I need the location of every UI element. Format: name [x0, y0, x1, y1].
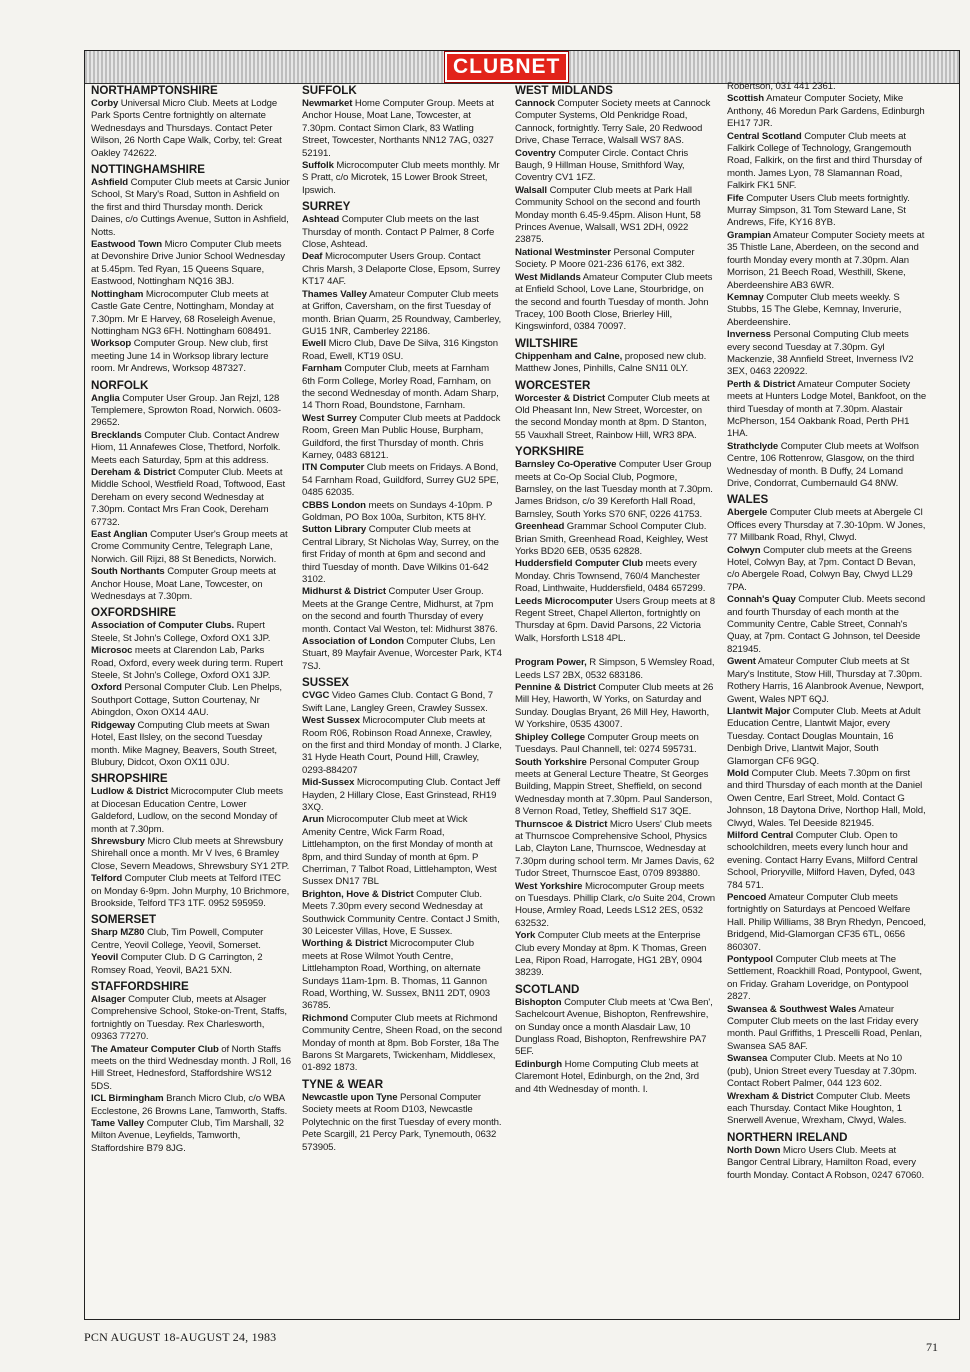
region-heading: STAFFORDSHIRE: [91, 980, 189, 993]
club-name: York: [515, 930, 536, 942]
club-name: South Northants: [91, 566, 165, 578]
region-heading: WEST MIDLANDS: [515, 84, 613, 97]
club-details: Club meets on Fridays. A Bond, 54 Farnham Road, Guildford, Surrey GU2 5PE, 0485 62035.: [302, 462, 499, 499]
region-heading: WALES: [727, 493, 769, 507]
club-details: Computer Club. D G Carrington, 2 Romsey Road, Yeovil, BA21 5XN.: [91, 952, 263, 976]
club-name: CBBS London: [302, 499, 366, 511]
club-details: Computer Club meets at Park Hall Community School on the second and fourth Monday month 6.45-9.45pm. Alison Hunt, 58 Princes Avenue, Walsall, WS1 2DH, 0922 23875.: [515, 184, 701, 246]
club-details: Universal Micro Club. Meets at Lodge Park Sports Centre fortnightly on alternate Wednesdays and Thursdays. Contact Peter Wilson, 26 North Cape Walk, Corby, tel: Great Oakley 742622.: [91, 98, 282, 159]
club-details: Computer Group meets on Tuesdays. Paul Channell, tel: 0274 595731.: [515, 731, 699, 756]
club-name: Corby: [91, 98, 119, 109]
club-entry: [91, 1093, 291, 1118]
club-entry: [727, 706, 927, 768]
club-name: Wrexham & District: [727, 1090, 814, 1102]
club-name: Program Power,: [515, 657, 587, 669]
club-details: Microcomputer Club meets monthly. Mr S Pratt, c/o Microtek, 15 Lower Brook Street, Ipswich.: [302, 160, 500, 196]
section-title: CLUBNET: [445, 52, 568, 82]
club-entry: [727, 1145, 927, 1182]
club-name: Cannock: [515, 98, 555, 109]
club-entry: [302, 413, 502, 463]
club-details: Amateur Computer Club meets at St Mary's Institute, Stow Hill, Thursday at 7.30pm. Rothery Harris, 16 Alanbrook Avenue, Newport, Gwent, Wales NPT 6QJ.: [727, 656, 924, 705]
club-details: Computer Club, meets at Alsager Comprehensive School, Stoke-on-Trent, Staffs, fortnightly on Tuesday. Rex Charlesworth, 09363 77270.: [91, 994, 287, 1043]
club-details: Computer Club. Meets 7.30pm on first and third Thursday of each month at the Daniel Owen Centre, Earl Street, Mold. Contact G Johnson, 18 Daytona Drive, Northop Hall, Mold, Clwyd, Wales. Tel Deeside 821945.: [727, 767, 926, 829]
club-details: Computer Users Club meets fortnightly. Murray Simpson, 31 Tom Steward Lane, St Andrews, Fife, KY16 8YB.: [727, 192, 910, 229]
club-details: Amateur Computer Club meets at Enfield School, Love Lane, Stourbridge, on the second and fourth Tuesday of month. John Tracey, 100 Booth Close, Brierley Hill, Kingswinford, 0384 70097.: [515, 271, 713, 333]
club-entry: [515, 930, 715, 980]
club-name: Sutton Library: [302, 524, 367, 536]
club-entry: [515, 247, 715, 272]
region-heading: SUSSEX: [302, 676, 350, 690]
club-entry: [515, 757, 715, 819]
region-heading: SURREY: [302, 200, 351, 214]
club-entry: [91, 467, 291, 529]
section-banner: [85, 51, 959, 84]
club-details: Microcomputer Users Group. Contact Chris Marsh, 3 Delaporte Close, Epsom, Surrey KT17 4AF.: [302, 251, 501, 288]
club-details: meets at Clarendon Lab, Parks Road, Oxford, every week during term. Rupert Steele, St John's College, Oxford OX1 3JP.: [91, 645, 283, 682]
club-name: Alsager: [91, 994, 126, 1005]
club-entry: [727, 1053, 927, 1090]
club-name: Newcastle upon Tyne: [302, 1091, 398, 1103]
region-heading: NOTTINGHAMSHIRE: [91, 163, 206, 177]
club-name: Ashtead: [302, 214, 340, 226]
club-details: Personal Computer Society meets at Room D103, Newcastle Polytechnic on the first Tuesday of every month. Pete Scargill, 21 Percy Park, Tynemouth, 0632 573905.: [302, 1091, 502, 1153]
club-name: Worcester & District: [515, 392, 606, 404]
club-entry: [91, 177, 291, 239]
club-name: CVGC: [302, 690, 330, 702]
column-3: [515, 81, 715, 1317]
club-name: Microsoc: [91, 645, 133, 657]
club-name: Edinburgh: [515, 1058, 563, 1070]
club-name: Association of Computer Clubs.: [91, 620, 235, 632]
club-details: Micro Club, Dave De Silva, 316 Kingston Road, Ewell, KT19 0SU.: [302, 338, 498, 362]
club-entry: [727, 1004, 927, 1054]
club-name: Swansea & Southwest Wales: [727, 1003, 857, 1015]
club-name: Dereham & District: [91, 466, 176, 478]
club-name: Ewell: [302, 338, 327, 350]
club-name: Chippenham and Calne,: [515, 350, 623, 362]
club-details: Computer Group. New club, first meeting June 14 in Worksop library lecture room. Mr Andrews, Worksop 487327.: [91, 338, 269, 375]
club-details: Microcomputer Group meets on Tuesdays. Phillip Clark, c/o Suite 204, Crown House, Armley Road, Leeds LS12 2ES, 0532 632532.: [515, 880, 715, 929]
listings: [91, 81, 955, 1317]
club-entry: [515, 98, 715, 148]
region-heading: NORTHERN IRELAND: [727, 1130, 848, 1144]
club-entry: [91, 430, 291, 467]
club-details: Microcomputer Club meets at Castle Gate Centre, Nottingham, Monday at 7.30pm. Mr E Harvey, 68 Roseleigh Avenue, Nottingham NG3 6FH. Nottingham 608491.: [91, 288, 276, 337]
club-details: Computer Club. Contact Andrew Hiom, 11 Annafewes Close, Thetford, Norfolk. Meets each Saturday, 5pm at this address.: [91, 429, 281, 466]
region-heading: SHROPSHIRE: [91, 772, 168, 786]
club-entry: [91, 98, 291, 160]
club-name: Brecklands: [91, 429, 142, 441]
club-entry: [727, 594, 927, 656]
club-name: Mold: [727, 767, 749, 779]
club-details: Home Computer Group. Meets at Anchor House, Moat Lane, Towcester, at 7.30pm. Contact Simon Clark, 83 Watling Street, Towcester, Northants NN12 7AG, 0327 52191.: [302, 98, 494, 159]
club-entry: [727, 954, 927, 1004]
club-entry: [91, 620, 291, 645]
club-name: Walsall: [515, 184, 548, 196]
club-name: Worksop: [91, 338, 132, 350]
club-details: Club, Tim Powell, Computer Centre, Yeovil College, Yeovil, Somerset.: [91, 927, 264, 951]
club-name: Tame Valley: [91, 1118, 145, 1130]
club-name: Newmarket: [302, 98, 353, 109]
club-name: Mid-Sussex: [302, 777, 355, 789]
club-name: Sharp MZ80: [91, 927, 145, 939]
club-details: Computer Group meets at Anchor House, Moat Lane, Towcester, on Wednesdays at 7.30pm.: [91, 566, 276, 603]
club-name: Strathclyde: [727, 440, 779, 452]
club-name: Worthing & District: [302, 938, 388, 950]
club-details: Computer User Group. Meets at the Grange Centre, Midhurst, at 7pm on the second and fourth Thursday of every month. Contact Val Weston, tel: Midhurst 3876.: [302, 586, 498, 635]
club-name: Ridgeway: [91, 719, 135, 731]
club-entry: [91, 952, 291, 977]
club-details: proposed new club. Matthew Jones, Pinhills, Calne SN11 0LY.: [515, 350, 707, 375]
club-entry: [91, 682, 291, 719]
club-details: Amateur Computer Club meets on the last Friday every month. Paul Griffiths, 1 Prescelli Road, Penlan, Swansea SA5 8AF.: [727, 1003, 922, 1052]
club-entry: [302, 938, 502, 1012]
club-entry: [727, 441, 927, 491]
club-details: Computer club meets at the Greens Hotel, Colwyn Bay, at 7pm. Contact D Bevan, c/o Abergele Road, Colwyn Bay, Clwyd LL29 7PA.: [727, 544, 916, 593]
club-details: Computer User's Group meets at Crome Community Centre, Telegraph Lane, Norwich. Gill Rijzi, 88 St Benedicts, Norwich.: [91, 529, 288, 565]
club-name: Thurnscoe & District: [515, 818, 608, 830]
club-details: Computer Club meets at 26 Mill Hey, Haworth, W Yorks, on Saturday and Sunday. Douglas Bryant, 26 Mill Hey, Haworth, W Yorkshire, 0535 43007.: [515, 682, 714, 731]
club-entry: [302, 690, 502, 715]
club-name: Ludlow & District: [91, 786, 169, 798]
club-details: Branch Micro Club, c/o WBA Ecclestone, 26 Browns Lane, Tamworth, Staffs.: [91, 1093, 288, 1117]
club-details: Computer Club. Meets 7.30pm every second Wednesday at Southwick Community Centre. Contact J Smith, 30 Leicester Villas, Hove, E Sussex.: [302, 888, 500, 937]
club-name: Eastwood Town: [91, 239, 163, 251]
club-entry: [302, 251, 502, 288]
club-entry: [515, 185, 715, 247]
club-entry: [302, 500, 502, 525]
club-entry: [515, 272, 715, 334]
club-details: Computing Club meets at Swan Hotel, East Ilsley, on the second Tuesday month. Mike Magney, Beavers, South Street, Blubury, Didcot, Oxon OX11 0JU.: [91, 719, 277, 768]
club-details: R Simpson, 5 Wemsley Road, Leeds LS7 2BX, 0532 683186.: [515, 657, 715, 681]
club-entry: [727, 379, 927, 441]
club-entry: [727, 131, 927, 193]
club-entry: [515, 1059, 715, 1096]
club-details: Rupert Steele, St John's College, Oxford OX1 3JP.: [91, 620, 271, 644]
region-heading: WORCESTER: [515, 378, 591, 392]
club-name: The Amateur Computer Club: [91, 1043, 219, 1055]
club-name: Leeds Microcomputer: [515, 595, 613, 607]
club-name: West Yorkshire: [515, 880, 583, 892]
club-details: Microcomputing Club. Contact Jeff Hayden, 2 Hillary Close, East Grinstead, RH19 3XQ.: [302, 777, 501, 813]
club-details: Amateur Computer Society meets at 35 Thistle Lane, Aberdeen, on the second and fourth Monday every month at 7.30pm. Alan Morrison, 21 Beech Road, Westhill, Skene, Aberdeenshire AB3 6WR.: [727, 229, 925, 291]
club-details: Computer Clubs, Len Stuart, 89 Mayfair Avenue, Worcester Park, KT4 7SJ.: [302, 636, 502, 672]
club-details: of North Staffs meets on the third Wednesday month. J Roll, 16 Hill Street, Hednesford, Staffordshire WS12 5DS.: [91, 1043, 291, 1092]
club-entry: [727, 768, 927, 830]
club-entry: [302, 715, 502, 777]
club-entry: [727, 830, 927, 892]
club-entry: [91, 529, 291, 566]
club-entry: [91, 566, 291, 603]
club-name: Inverness: [727, 329, 771, 341]
club-details: Micro Users' Club meets at Thurnscoe Comprehensive School, Physics Lab, Clayton Lane, Thurnscoe, Wednesday at 7.30pm during school term. Mr James Davis, 62 Tudor Street, Thurnscoe East, 0709 893880.: [515, 818, 715, 880]
club-entry: [91, 994, 291, 1044]
club-entry: [302, 462, 502, 499]
club-name: Kemnay: [727, 291, 764, 303]
club-details: Computer Club meets at The Settlement, Roackhill Road, Pontypool, Gwent, on Friday. Graham Loveridge, on Pontypool 2827.: [727, 954, 922, 1003]
club-details: Amateur Computer Club meets fortnightly on Saturdays at Pencoed Welfare Hall. Philip Williams, 38 Bryn Rhedyn, Pencoed, Bridgend, Mid-Glamorgan CF35 6TL, 0656 860307.: [727, 892, 926, 953]
club-entry: [515, 732, 715, 757]
club-name: Telford: [91, 873, 123, 885]
club-details: Video Games Club. Contact G Bond, 7 Swift Lane, Langley Green, Crawley Sussex.: [302, 690, 494, 714]
club-entry: [91, 239, 291, 289]
club-name: East Anglian: [91, 529, 148, 540]
club-name: Connah's Quay: [727, 594, 796, 606]
club-details: Computer Club meets at Wolfson Centre, 106 Rottenrow, Glasgow, on the third Wednesday of month. B Duffy, 24 Lomand Drive, Condorrat, Cumbernauld G4 8NW.: [727, 440, 919, 489]
club-entry: [91, 645, 291, 682]
club-entry: [302, 636, 502, 673]
club-entry: [302, 338, 502, 363]
club-entry: [515, 393, 715, 443]
region-heading: SCOTLAND: [515, 982, 580, 996]
club-name: Greenhead: [515, 521, 565, 533]
region-heading: SUFFOLK: [302, 84, 357, 97]
club-entry: [302, 289, 502, 339]
club-name: Pennine & District: [515, 682, 596, 694]
club-entry: [727, 656, 927, 706]
region-heading: TYNE & WEAR: [302, 1077, 384, 1091]
club-name: Deaf: [302, 251, 323, 263]
club-entry: [91, 720, 291, 770]
club-entry: [302, 586, 502, 636]
club-details: Computer Club meets at 'Cwa Ben', Sachelcourt Avenue, Bishopton, Renfrewshire, on Sunday once a month Alasdair Law, 10 Dunglass Road, Bishopton, Renfrewshire PA7 5EF.: [515, 996, 713, 1058]
club-entry: [91, 289, 291, 339]
club-name: Bishopton: [515, 996, 562, 1008]
club-details: Computer User Group meets at Co-Op Social Club, Pogmore, Barnsley, on the last Tuesday month at 7.30pm. James Bridson, c/o 39 Kereforth Hall Road, Barnsley, South Yorks S70 6NF, 0226 41753.: [515, 459, 713, 520]
club-entry: [515, 997, 715, 1059]
club-name: Pencoed: [727, 892, 767, 903]
club-details: Grammar School Computer Club. Brian Smith, Greenhead Road, Keighley, West Yorks BD20 6EB, 0535 62828.: [515, 521, 708, 557]
club-name: ITN Computer: [302, 462, 365, 474]
club-entry: [727, 545, 927, 595]
club-details: Computer Club meets on the last Thursday of month. Contact P Palmer, 8 Corfe Close, Ashtead.: [302, 214, 495, 251]
club-name: Colwyn: [727, 544, 761, 556]
club-details: Computer Club meets at Carsic Junior School, St Mary's Road, Sutton in Ashfield on the first and third Thursday month. Derick Daines, c/o Cuttings Avenue, Sutton in Ashfield, Notts.: [91, 177, 290, 238]
club-entry: [515, 558, 715, 595]
club-details: Home Computing Club meets at Claremont Hotel, Edinburgh, on the 2nd, 3rd and 4th Wednesday of month. I.: [515, 1058, 699, 1095]
region-heading: SOMERSET: [91, 913, 157, 927]
club-details: Computer Club meets weekly. S Stubbs, 15 The Glebe, Kemnay, Inverurie, Aberdeenshire.: [727, 291, 902, 328]
club-details: Personal Computer Society. P Moore 021-236 6176, ext 382.: [515, 246, 695, 271]
club-details: meets every Monday. Chris Townsend, 760/4 Manchester Road, Linthwaite, Huddersfield, 0484 657299.: [515, 558, 706, 595]
club-details: Computer Club. Open to schoolchildren, meets every lunch hour and evening. Contact Harry Evans, Milford Central School, Prioryville, Milford Haven, Dyfed, 043 784 571.: [727, 829, 918, 891]
club-details: Computer Club meets at Falkirk College of Technology, Grangemouth Road, Falkirk, on the first and third Thursday of month. James Lyon, 78 Slamannan Road, Falkirk FK1 5NF.: [727, 130, 922, 192]
club-details: Computer Club meets at Central Library, St Nicholas Way, Surrey, on the first Friday of month at 6pm and second and third Tuesday of month. Dave Wilkins 01-642 3102.: [302, 524, 499, 586]
club-entry: [91, 1118, 291, 1155]
club-details: Computer Club. Meets each Thursday. Contact Mike Houghton, 1 Snerwell Avenue, Wrexham, Clwyd, Wales.: [727, 1090, 911, 1127]
column-4: [727, 81, 927, 1317]
club-name: Richmond: [302, 1012, 349, 1024]
club-details: Robertson, 031 441 2361.: [727, 81, 836, 92]
region-heading: OXFORDSHIRE: [91, 606, 177, 620]
club-entry: [91, 338, 291, 375]
club-entry: [727, 93, 927, 130]
club-name: Thames Valley: [302, 288, 367, 300]
club-name: Farnham: [302, 363, 342, 375]
club-entry: [515, 596, 715, 646]
club-name: Gwent: [727, 656, 756, 668]
club-details: Computer User Group. Jan Rejzl, 128 Templemere, Sprowton Road, Norwich. 0603-29652.: [91, 392, 281, 429]
club-entry: [727, 230, 927, 292]
club-details: Micro Computer Club meets at Devonshire Drive Junior School Wednesday at 5.45pm. Ted Ryan, 15 Queens Square, Eastwood, Nottingham NQ16 3BJ.: [91, 239, 285, 288]
club-entry: [302, 777, 502, 814]
club-details: Computer Club meets at Paddock Room, Green Man Public House, Burpham, Guildford, the first Thursday of month. Chris Karney, 0483 68121.: [302, 412, 501, 461]
region-heading: NORTHAMPTONSHIRE: [91, 84, 218, 97]
club-entry: [727, 507, 927, 544]
club-name: Yeovil: [91, 952, 119, 964]
club-entry: [727, 81, 927, 93]
club-entry: [91, 1044, 291, 1094]
club-entry: [515, 351, 715, 376]
club-name: Coventry: [515, 147, 556, 159]
club-entry: [91, 927, 291, 952]
publication-footer: PCN AUGUST 18-AUGUST 24, 1983: [84, 1330, 277, 1344]
club-entry: [727, 292, 927, 329]
club-details: Users Group meets at 8 Regent Street, Chapel Allerton, fortnightly on Thursday at 6pm. David Parsons, 22 Victoria Walk, Horsforth LS18 4PL.: [515, 595, 715, 644]
club-entry: [91, 836, 291, 873]
club-entry: [91, 393, 291, 430]
club-name: Oxford: [91, 682, 122, 694]
club-name: Shrewsbury: [91, 835, 145, 847]
club-name: Central Scotland: [727, 130, 802, 142]
spacer: [515, 645, 715, 657]
club-name: Scottish: [727, 93, 765, 105]
club-details: Amateur Computer Club meets at Griffon, Caversham, on the first Tuesday of month. Brian Quarm, 25 Roundway, Camberley, GU15 1NR, Camberley 22186.: [302, 288, 502, 337]
club-name: Ashfield: [91, 177, 129, 189]
club-details: Computer Club, meets at Farnham 6th Form College, Morley Road, Farnham, on the second Wednesday of month. Adam Sharp, 14 Thorn Road, Boundstone, Farnham.: [302, 363, 499, 412]
club-details: Computer Society meets at Cannock Computer Systems, Old Penkridge Road, Cannock, fortnightly. Terry Sale, 20 Redwood Drive, Chase Terrace, Walsall WS7 8AS.: [515, 98, 711, 147]
club-name: Barnsley Co-Operative: [515, 459, 617, 471]
club-entry: [302, 214, 502, 251]
club-name: Huddersfield Computer Club: [515, 558, 643, 570]
club-details: Computer Club meets at Old Pheasant Inn, New Street, Worcester, on the second Monday month at 8pm. D Stanton, 55 Vauxhall Street, Rainbow Hill, WR3 8PA.: [515, 392, 710, 441]
club-name: Perth & District: [727, 378, 796, 390]
club-details: Personal Computer Group meets at General Lecture Theatre, St Georges Building, Mappin Street, Sheffield, on second Wednesday month at 7.30pm. Paul Sanderson, 8 Vernon Road, Tetley, Sheffield S17 3QE.: [515, 756, 713, 818]
club-name: Shipley College: [515, 731, 585, 743]
club-name: Midhurst & District: [302, 586, 386, 598]
club-details: Computer Club. Meets at Middle School, Westfield Road, Toftwood, East Dereham on every second Wednesday at 7.30pm. Contact Mrs Fran Cook, Dereham 67732.: [91, 466, 286, 528]
club-name: West Surrey: [302, 412, 357, 424]
club-details: Microcomputer Club meets at Room R06, Robinson Road Annexe, Crawley, on the first and third Monday of month. J Clarke, 31 Hyde Heath Court, Pound Hill, Crawley, 0293-884207: [302, 715, 502, 776]
club-details: Amateur Computer Society, Mike Anthony, 46 Moredun Park Gardens, Edinburgh EH17 7JR.: [727, 93, 925, 130]
club-entry: [515, 521, 715, 558]
club-details: Computer Club, Tim Marshall, 32 Milton Avenue, Leyfields, Tamworth, Staffordshire B79 8JG.: [91, 1118, 284, 1154]
club-name: Llantwit Major: [727, 705, 791, 717]
club-name: Association of London: [302, 636, 404, 648]
club-entry: [91, 873, 291, 910]
club-details: Amateur Computer Society meets at Hunters Lodge Motel, Bankfoot, on the third Tuesday of month at 7.30pm. Alastair McPherson, 154 Oakbank Road, Perth PH1 1HA.: [727, 378, 927, 440]
club-details: Computer Club. Meets second and fourth Thursday of each month at the Community Centre, Cable Street, Connah's Quay, at 7pm. Contact G Johnson, tel Deeside 821945.: [727, 594, 926, 655]
club-name: Arun: [302, 814, 324, 826]
club-entry: [727, 1091, 927, 1128]
column-2: [302, 81, 502, 1317]
club-entry: [515, 148, 715, 185]
club-details: Computer Club. Meets at No 10 (pub), Union Street every Tuesday at 7.30pm. Contact Robert Palmer, 044 123 602.: [727, 1053, 917, 1090]
club-entry: [302, 363, 502, 413]
club-name: Swansea: [727, 1053, 768, 1065]
club-details: Personal Computer Club. Len Phelps, Southport Cottage, Sutton Courtenay, Nr Abingdon, Oxon OX14 4AU.: [91, 682, 282, 719]
club-entry: [302, 98, 502, 160]
region-heading: WILTSHIRE: [515, 336, 578, 350]
club-details: Micro Club meets at Shrewsbury Shirehall once a month. Mr V Ives, 6 Bramley Close, Severn Meadows, Shrewsbury SY1 2TP.: [91, 835, 290, 872]
region-heading: NORFOLK: [91, 378, 149, 392]
club-entry: [515, 682, 715, 732]
club-details: Personal Computing Club meets every second Tuesday at 7.30pm. Gyl Mackenzie, 38 Annfield Street, Inverness IV2 3EX, 0463 220922.: [727, 329, 914, 378]
club-entry: [727, 193, 927, 230]
club-details: Computer Club. Meets at Adult Education Centre, Llantwit Major, every Tuesday. Contact Douglas Mountain, 16 Denbigh Drive, Llantwit Major, South Glamorgan CF6 9GQ.: [727, 705, 921, 767]
club-name: Milford Central: [727, 829, 794, 841]
club-entry: [302, 889, 502, 939]
club-name: Nottingham: [91, 288, 144, 300]
club-details: Microcomputer Club meets at Diocesan Education Centre, Lower Galdeford, Ludlow, on the second Monday of month at 7.30pm.: [91, 786, 283, 835]
club-entry: [515, 819, 715, 881]
club-details: Computer Circle. Contact Chris Baugh, 9 Hillman House, Smithford Way, Coventry CV1 1FZ.: [515, 147, 689, 184]
club-name: West Midlands: [515, 271, 581, 283]
column-1: [91, 81, 291, 1317]
club-entry: [91, 786, 291, 836]
club-entry: [302, 524, 502, 586]
club-details: Microcomputer Club meets at Rose Wilmot Youth Centre, Littlehampton Road, Worthing, on alternate Sundays 11am-1pm. B. Thomas, 11 Gannon Road, Worthing, W. Sussex, BN11 2DT, 0903 36785.: [302, 938, 491, 1012]
club-details: Computer Club meets at the Enterprise Club every Monday at 8pm. K Thomas, Green Lea, Ripon Road, Harrogate, HG1 2BY, 0904 38239.: [515, 930, 707, 979]
club-details: Computer Club meets at Richmond Community Centre, Sheen Road, on the second Monday of month at 8pm. Bob Forster, 18a The Barons St Margarets, Twickenham, Middlesex, 01-892 1873.: [302, 1012, 502, 1074]
club-name: Abergele: [727, 507, 768, 519]
club-name: North Down: [727, 1144, 781, 1156]
club-entry: [727, 892, 927, 954]
club-name: ICL Birmingham: [91, 1093, 164, 1105]
club-entry: [302, 160, 502, 197]
club-entry: [302, 1013, 502, 1075]
page-frame: [84, 50, 960, 1320]
club-details: Microcomputer Club meet at Wick Amenity Centre, Wick Farm Road, Littlehampton, on the first Monday of month at 8pm, and third Sunday of month at 6pm. P Cherriman, 7 Talbot Road, Littlehampton, West Sussex DN17 7BL: [302, 814, 497, 888]
club-name: Fife: [727, 192, 744, 204]
club-details: Micro Users Club. Meets at Bangor Central Library, Hamilton Road, every fourth Monday. Contact A Robson, 0247 67060.: [727, 1144, 925, 1181]
club-details: meets on Sundays 4-10pm. P Goldman, PO Box 100a, Surbiton, KT5 8HY.: [302, 499, 493, 523]
club-name: Pontypool: [727, 954, 773, 966]
club-entry: [515, 881, 715, 931]
club-name: West Sussex: [302, 715, 360, 727]
club-entry: [727, 329, 927, 379]
club-details: Computer Club meets at Telford ITEC on Monday 6-9pm. John Murphy, 10 Brichmore, Brookside, Telford TF3 1TF. 0952 595959.: [91, 873, 290, 909]
club-name: National Westminster: [515, 246, 611, 258]
club-name: Anglia: [91, 392, 120, 404]
club-name: Brighton, Hove & District: [302, 888, 414, 900]
club-details: Computer Club meets at Abergele Cl Offices every Thursday at 7.30-10pm. W Jones, 77 Millbank Road, Rhyl, Clwyd.: [727, 507, 926, 544]
club-name: South Yorkshire: [515, 756, 587, 768]
club-entry: [515, 459, 715, 521]
club-entry: [515, 657, 715, 682]
club-entry: [302, 814, 502, 888]
club-name: Grampian: [727, 229, 771, 241]
region-heading: YORKSHIRE: [515, 445, 584, 459]
club-entry: [302, 1092, 502, 1154]
club-name: Suffolk: [302, 160, 334, 172]
page-number: 71: [926, 1340, 938, 1354]
